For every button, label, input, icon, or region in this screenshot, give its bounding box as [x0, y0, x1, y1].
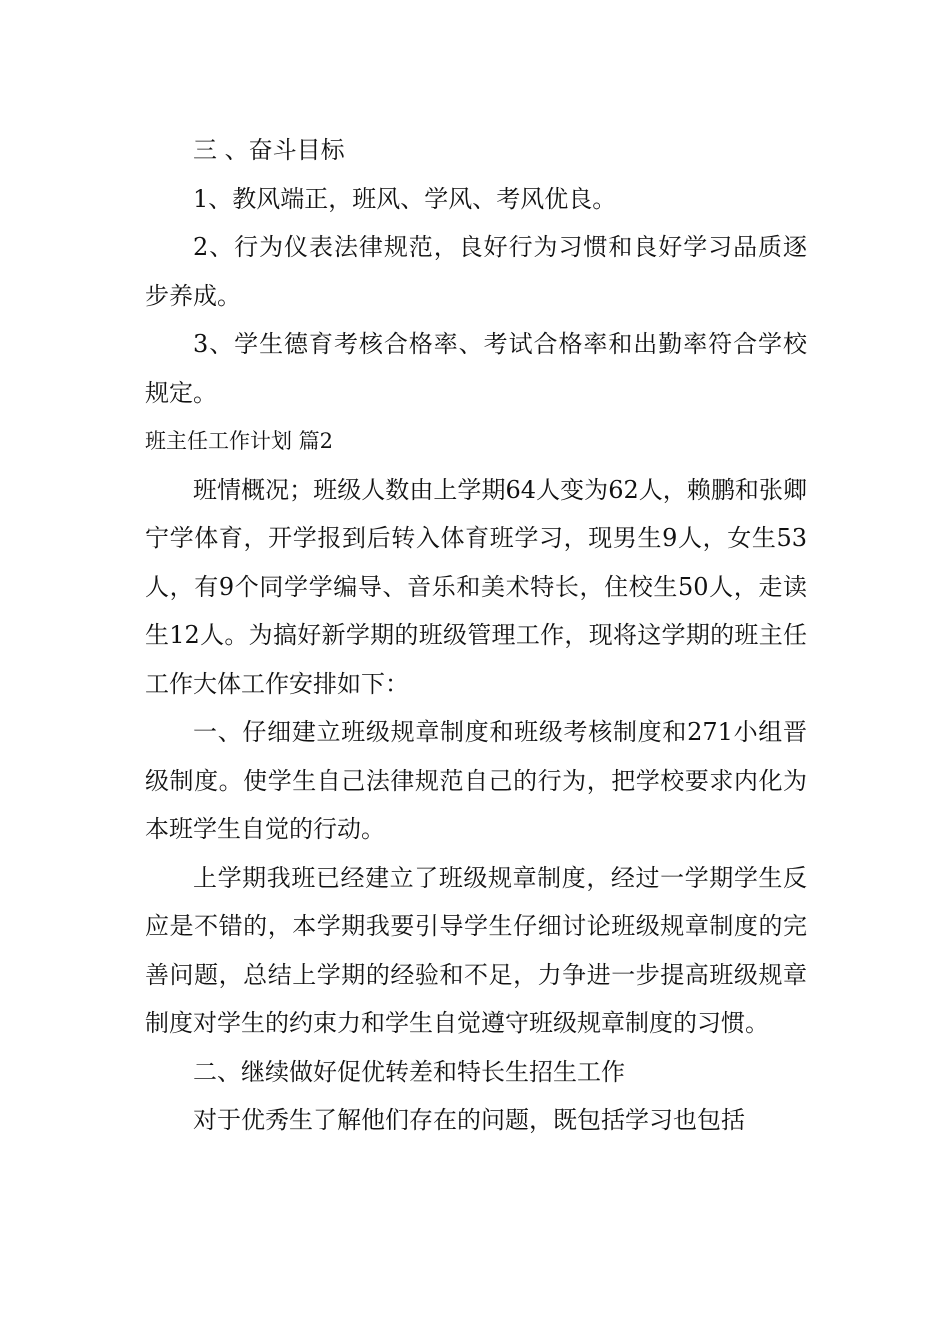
- class-overview-paragraph: 班情概况；班级人数由上学期64人变为62人，赖鹏和张卿宁学体育，开学报到后转入体育班学习，现男生9人，女生53人，有9个同学学编导、音乐和美术特长，住校生50人，走读生12人。为搞好新学期的班级管理工作，现将这学期的班主任工作大体工作安排如下：: [145, 475, 807, 698]
- rule-system-heading: 一、仔细建立班级规章制度和班级考核制度和271小组晋级制度。使学生自己法律规范自己的行为，把学校要求内化为本班学生自觉的行动。: [145, 718, 807, 843]
- rule-system-paragraph: 上学期我班已经建立了班级规章制度，经过一学期学生反应是不错的，本学期我要引导学生仔细讨论班级规章制度的完善问题，总结上学期的经验和不足，力争进一步提高班级规章制度对学生的约束力和学生自觉遵守班级规章制度的习惯。: [145, 863, 807, 1037]
- student-work-heading: 二、继续做好促优转差和特长生招生工作: [193, 1057, 625, 1086]
- section-title: 班主任工作计划 篇2: [145, 429, 334, 453]
- document-body: [145, 126, 807, 1145]
- student-work-paragraph: 对于优秀生了解他们存在的问题，既包括学习也包括: [193, 1106, 745, 1134]
- goal-item-1: 1、教风端正，班风、学风、考风优良。: [193, 184, 617, 213]
- goal-heading: 三 、奋斗目标: [193, 136, 345, 164]
- goal-item-3: 3、学生德育考核合格率、考试合格率和出勤率符合学校规定。: [145, 330, 807, 407]
- goal-item-2: 2、行为仪表法律规范，良好行为习惯和良好学习品质逐步养成。: [145, 233, 807, 310]
